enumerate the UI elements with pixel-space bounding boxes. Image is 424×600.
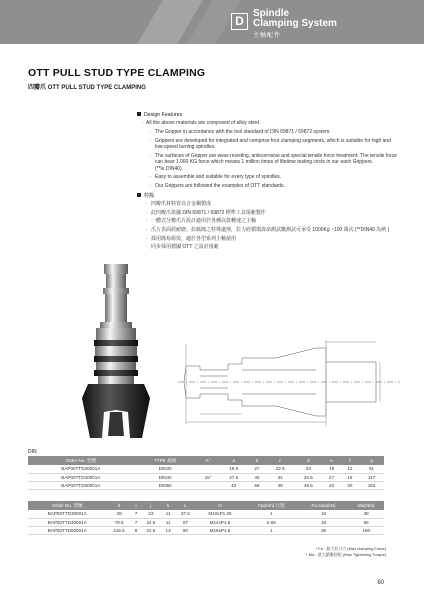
- list-item: · Easy to assemble and suitable for every type of spindles.: [137, 174, 397, 180]
- table-cell: 117: [359, 473, 384, 481]
- features-heading: [137, 112, 397, 118]
- section-subtitle: 主軸配件: [253, 33, 282, 39]
- table-cell: M10xP1.25: [196, 510, 244, 518]
- square-bullet-icon: [137, 112, 141, 116]
- table-cell: 116.5: [107, 526, 132, 534]
- column-header: Order No. 型號: [28, 456, 134, 465]
- table-cell: 56: [248, 481, 266, 489]
- dimension-table-1: [28, 456, 384, 490]
- table-cell: 11: [161, 510, 175, 518]
- page-title: OTT PULL STUD TYPE CLAMPING: [28, 67, 206, 79]
- table-cell: M16xP1.5: [196, 526, 244, 534]
- column-header: i: [132, 501, 141, 510]
- table-row: [28, 473, 384, 481]
- features-list-zh: [137, 201, 397, 251]
- list-item: · 此四瓣爪依據 DIN 69871 / 69872 標準工具規範製作: [137, 210, 397, 216]
- technical-drawing: [176, 336, 406, 428]
- table-cell: 19.5: [220, 465, 248, 473]
- table-cell: 24.5: [140, 518, 161, 526]
- column-header: Order No. 型號: [28, 501, 107, 510]
- column-header: TYPE 規格: [134, 456, 197, 465]
- table-cell: 11: [161, 518, 175, 526]
- table-cell: 40: [248, 473, 266, 481]
- table-cell: 7: [132, 518, 141, 526]
- table-cell: 34.5: [294, 473, 322, 481]
- table-cell: 34: [266, 473, 294, 481]
- page-number: 60: [377, 580, 384, 586]
- section-badge: D: [231, 13, 248, 30]
- column-header: b: [248, 456, 266, 465]
- list-item: · The surfaces of Gripper are wear-resisting, anticorrosive and special tensile force treatment. The tensile force can bear 1,000 KG force which means 1 million times of lifetime testing circle in our each Grippers. (**ie.DIN40): [137, 153, 397, 172]
- features-heading-text: Design Features: [144, 112, 183, 118]
- table-cell: 79.5: [107, 518, 132, 526]
- table-header-row: [28, 456, 384, 465]
- table-cell: 0.65: [244, 518, 299, 526]
- table-cell: 1: [244, 526, 299, 534]
- column-header: f: [341, 456, 359, 465]
- table-row: [28, 510, 384, 518]
- table-cell: 23: [294, 465, 322, 473]
- table-cell: BAP00TTD40001A: [28, 518, 107, 526]
- features-heading-zh-text: 特點: [144, 192, 155, 199]
- table-cell: 27.6: [220, 473, 248, 481]
- table-cell: 18: [299, 518, 349, 526]
- table-cell: 20: [341, 481, 359, 489]
- table-cell: [197, 481, 220, 489]
- table-cell: 39: [107, 510, 132, 518]
- note-line: * Fa : 最大拉刀力 (Max clamping Force): [315, 546, 386, 551]
- table-cell: 65: [348, 518, 384, 526]
- table-cell: 8: [132, 526, 141, 534]
- table-cell: 12: [341, 465, 359, 473]
- table-cell: 23: [140, 510, 161, 518]
- column-header: Fa max(kN): [299, 501, 349, 510]
- page-subtitle: 四瓣爪 OTT PULL STUD TYPE CLAMPING: [28, 85, 146, 91]
- table-cell: 43: [220, 481, 248, 489]
- section-title: [253, 9, 337, 29]
- table-cell: 91: [359, 465, 384, 473]
- column-header: a: [220, 456, 248, 465]
- pull-stud-gripper-image: [70, 262, 162, 440]
- section-title-line1: Spindle: [253, 8, 290, 19]
- table-row: [28, 465, 384, 473]
- dimension-table-2: [28, 501, 384, 535]
- list-item: · 爪片表面經耐磨、抗腐蝕之特殊處理，拉力經循環壽命測試概測試可承受 1000Kg ~100 萬次 (**DIN40 為例 ): [137, 227, 397, 233]
- table-cell: 67: [175, 518, 196, 526]
- table-cell: 163: [359, 481, 384, 489]
- list-item: · Grippers are developed for integrated and comprise four clamping segments, which is suitable for high and low-speed turning spindles.: [137, 138, 397, 151]
- table-cell: 10: [299, 510, 349, 518]
- table-cell: BAP00TTD50001A: [28, 526, 107, 534]
- design-features: [137, 112, 397, 253]
- table-cell: DIN40: [134, 473, 197, 481]
- column-header: h: [107, 501, 132, 510]
- table-cell: [197, 465, 220, 473]
- table-cell: BAP00TTD40001A: [28, 473, 134, 481]
- column-header: Ma(Nm): [348, 501, 384, 510]
- table-cell: 38: [348, 510, 384, 518]
- table-cell: 160: [348, 526, 384, 534]
- din-label: DIN: [28, 449, 37, 455]
- features-list-en: [137, 120, 397, 189]
- table-cell: 22.5: [266, 465, 294, 473]
- table-cell: DIN30: [134, 465, 197, 473]
- list-item: · 同步採用德國 OTT 之設計規範: [137, 244, 397, 250]
- table-cell: 37.5: [175, 510, 196, 518]
- header-banner: [0, 0, 424, 44]
- list-item: · 四瓣爪材料皆以合金鋼製成: [137, 201, 397, 207]
- table-cell: DIN50: [134, 481, 197, 489]
- column-header: A°: [197, 456, 220, 465]
- column-header: m: [196, 501, 244, 510]
- column-header: e: [322, 456, 340, 465]
- table-cell: 27: [248, 465, 266, 473]
- square-bullet-icon: [137, 193, 141, 197]
- list-item: · Our Grippers are followed the examples of OTT standards.: [137, 183, 397, 189]
- table-cell: 49.5: [294, 481, 322, 489]
- table-notes: [306, 546, 386, 558]
- table-cell: 18: [341, 473, 359, 481]
- list-item: · 一體式分瓣爪片設計適用於各種高低轉速之主軸: [137, 218, 397, 224]
- table-cell: M14xP1.5: [196, 518, 244, 526]
- features-heading-zh: [137, 193, 397, 199]
- section-title-line2: Clamping System: [253, 18, 337, 29]
- table-cell: 31.5: [140, 526, 161, 534]
- list-item: · The Gripper in accordance with the tool standard of DIN 69871 / 69872 system.: [137, 129, 397, 135]
- column-header: g: [359, 456, 384, 465]
- table-cell: 80: [175, 526, 196, 534]
- table-cell: 7: [132, 510, 141, 518]
- table-cell: 49: [266, 481, 294, 489]
- table-cell: 27: [322, 473, 340, 481]
- column-header: Fp(mm) 行程: [244, 501, 299, 510]
- table-header-row: [28, 501, 384, 510]
- column-header: d: [294, 456, 322, 465]
- table-cell: 19: [322, 465, 340, 473]
- table-cell: 40: [322, 481, 340, 489]
- table-cell: 1: [244, 510, 299, 518]
- column-header: L: [175, 501, 196, 510]
- column-header: c: [266, 456, 294, 465]
- note-line: * MA : 最大鎖緊扭矩 (Max Tightening Torque): [306, 552, 386, 557]
- table-row: [28, 518, 384, 526]
- list-item: · 採用簡易組裝，適於各型系列主軸使用: [137, 236, 397, 242]
- column-header: j: [140, 501, 161, 510]
- table-cell: BAP00TTD30001A: [28, 510, 107, 518]
- list-item: · All the above materials are composed of alloy steel.: [137, 120, 397, 126]
- table-row: [28, 526, 384, 534]
- table-cell: 13: [161, 526, 175, 534]
- table-cell: BAP00TTD50001A: [28, 481, 134, 489]
- table-row: [28, 481, 384, 489]
- table-cell: 15°: [197, 473, 220, 481]
- column-header: k: [161, 501, 175, 510]
- table-cell: 35: [299, 526, 349, 534]
- table-cell: BAP00TTD30001A: [28, 465, 134, 473]
